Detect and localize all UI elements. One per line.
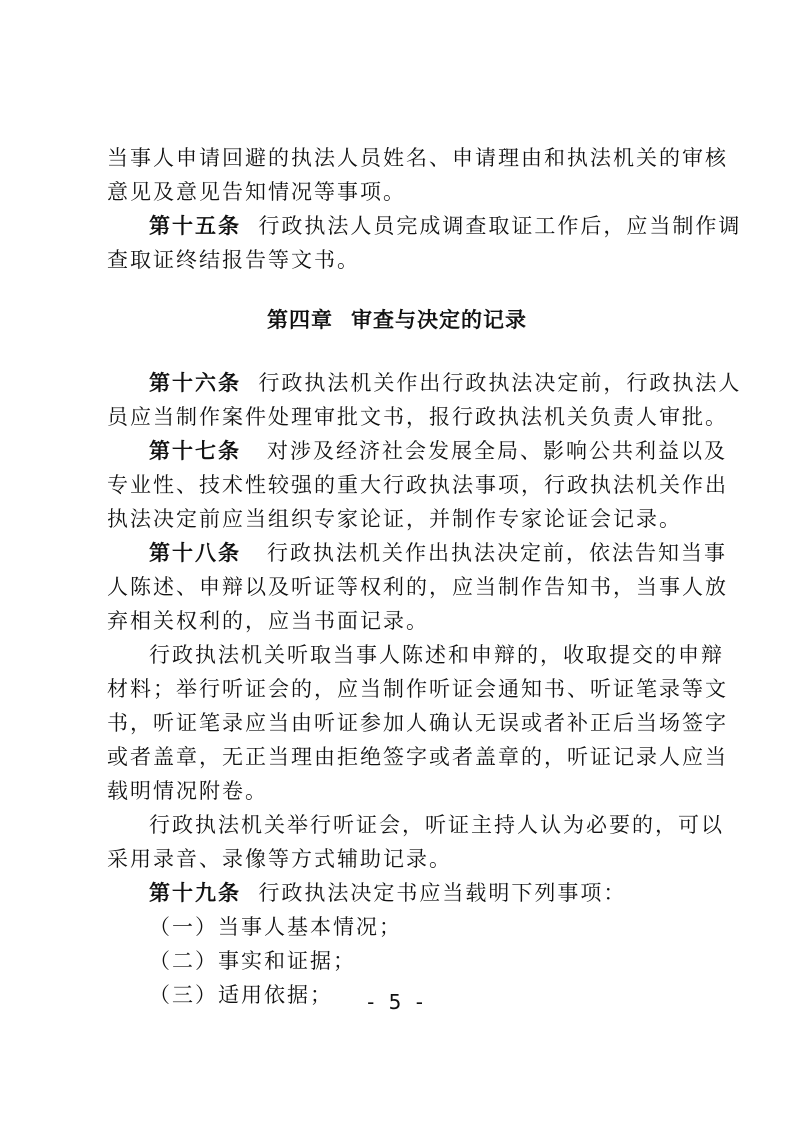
line-text: 意见及意见告知情况等事项。 — [107, 180, 406, 204]
line-text: 人陈述、申辩以及听证等权利的，应当制作告知书，当事人放 — [107, 575, 728, 599]
line-text: 专业性、技术性较强的重大行政执法事项，行政执法机关作出 — [107, 473, 728, 497]
line-text: 行政执法人员完成调查取证工作后，应当制作调 — [258, 214, 742, 238]
line-text: 材料；举行听证会的，应当制作听证会通知书、听证笔录等文 — [107, 677, 728, 701]
article-19 — [149, 876, 626, 910]
line-text: （三）适用依据； — [149, 983, 333, 1007]
line-text: 行政执法机关听取当事人陈述和申辩的，收取提交的申辩 — [149, 643, 724, 667]
line-text: 查取证终结报告等文书。 — [107, 248, 360, 272]
page-number: - 5 - — [367, 990, 427, 1014]
list-item — [149, 944, 356, 978]
article-15 — [149, 209, 741, 243]
paragraph-line — [107, 842, 452, 876]
line-text: 或者盖章，无正当理由拒绝签字或者盖章的，听证记录人应当 — [107, 745, 728, 769]
article-label: 第十八条 — [149, 541, 241, 565]
line-text: 执法决定前应当组织专家论证，并制作专家论证会记录。 — [107, 507, 682, 531]
line-text: （一）当事人基本情况； — [149, 915, 402, 939]
paragraph-line — [107, 706, 728, 740]
paragraph-line — [107, 604, 429, 638]
article-label: 第十九条 — [149, 881, 241, 905]
chapter-heading — [0, 303, 794, 337]
article-18 — [149, 536, 727, 570]
chapter-title: 审查与决定的记录 — [351, 308, 527, 332]
paragraph-line — [107, 570, 728, 604]
article-16 — [149, 366, 741, 400]
paragraph-line — [107, 468, 728, 502]
line-text: 行政执法机关作出执法决定前，依法告知当事 — [267, 541, 728, 565]
article-17 — [149, 434, 727, 468]
paragraph-line — [107, 774, 268, 808]
paragraph-line — [107, 141, 728, 175]
paragraph-line — [107, 672, 728, 706]
paragraph-line — [149, 638, 724, 672]
paragraph-line — [107, 400, 728, 434]
line-text: 员应当制作案件处理审批文书，报行政执法机关负责人审批。 — [107, 405, 728, 429]
line-text: （二）事实和证据； — [149, 949, 356, 973]
line-text: 弃相关权利的，应当书面记录。 — [107, 609, 429, 633]
line-text: 采用录音、录像等方式辅助记录。 — [107, 847, 452, 871]
line-text: 当事人申请回避的执法人员姓名、申请理由和执法机关的审核 — [107, 146, 728, 170]
line-text: 行政执法机关作出行政执法决定前，行政执法人 — [258, 371, 742, 395]
article-label: 第十六条 — [149, 371, 241, 395]
line-text: 行政执法决定书应当载明下列事项： — [258, 881, 627, 905]
chapter-number: 第四章 — [267, 308, 333, 332]
paragraph-line — [107, 175, 406, 209]
article-label: 第十五条 — [149, 214, 241, 238]
line-text: 对涉及经济社会发展全局、影响公共利益以及 — [267, 439, 728, 463]
paragraph-line — [107, 740, 728, 774]
list-item — [149, 910, 402, 944]
paragraph-line — [107, 502, 682, 536]
article-label: 第十七条 — [149, 439, 241, 463]
line-text: 行政执法机关举行听证会，听证主持人认为必要的，可以 — [149, 813, 724, 837]
line-text: 载明情况附卷。 — [107, 779, 268, 803]
paragraph-line — [149, 808, 724, 842]
paragraph-line — [107, 243, 360, 277]
line-text: 书，听证笔录应当由听证参加人确认无误或者补正后当场签字 — [107, 711, 728, 735]
